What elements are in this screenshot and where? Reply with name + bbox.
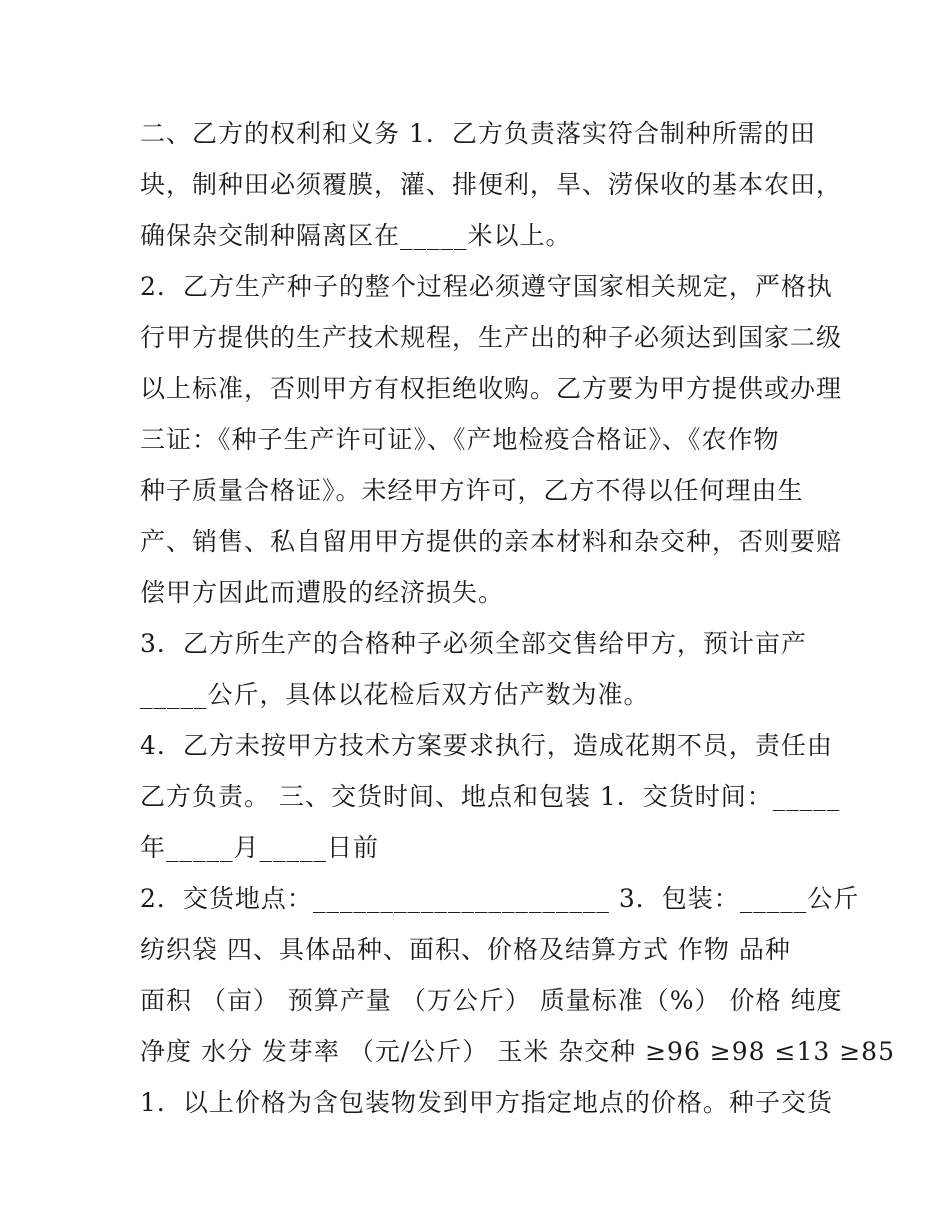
text-line: 行甲方提供的生产技术规程，生产出的种子必须达到国家二级 (140, 323, 843, 352)
text-line: 种子质量合格证》。未经甲方许可，乙方不得以任何理由生 (140, 476, 804, 505)
text-line: 纺织袋 四、具体品种、面积、价格及结算方式 作物 品种 (140, 935, 791, 964)
text-line: 三证：《种子生产许可证》、《产地检疫合格证》、《农作物 (140, 425, 780, 454)
text-line: 2．交货地点：______________________ 3．包装：_____公斤 (140, 884, 860, 913)
document-body (140, 108, 895, 1128)
text-line: 确保杂交制种隔离区在_____米以上。 (140, 221, 572, 250)
text-line: 块，制种田必须覆膜，灌、排便利，旱、涝保收的基本农田， (140, 170, 843, 199)
text-line: 以上标准，否则甲方有权拒绝收购。乙方要为甲方提供或办理 (140, 374, 843, 403)
text-line: 二、乙方的权利和义务 1．乙方负责落实符合制种所需的田 (140, 119, 816, 148)
text-line: 3．乙方所生产的合格种子必须全部交售给甲方，预计亩产 (140, 629, 807, 658)
text-line: 年_____月_____日前 (140, 833, 380, 862)
text-line: 1．以上价格为含包装物发到甲方指定地点的价格。种子交货 (140, 1088, 833, 1117)
text-line: 面积 （亩） 预算产量 （万公斤） 质量标准（%） 价格 纯度 (140, 986, 843, 1015)
text-line: 净度 水分 发芽率 （元/公斤） 玉米 杂交种 ≥96 ≥98 ≤13 ≥85 (140, 1037, 895, 1066)
text-line: 乙方负责。 三、交货时间、地点和包装 1．交货时间：_____ (140, 782, 841, 811)
text-line: 2．乙方生产种子的整个过程必须遵守国家相关规定，严格执 (140, 272, 833, 301)
text-line: 4．乙方未按甲方技术方案要求执行，造成花期不员，责任由 (140, 731, 833, 760)
text-line: 产、销售、私自留用甲方提供的亲本材料和杂交种，否则要赔 (140, 527, 843, 556)
text-line: 偿甲方因此而遭股的经济损失。 (140, 578, 505, 607)
text-line: _____公斤，具体以花检后双方估产数为准。 (140, 680, 650, 709)
